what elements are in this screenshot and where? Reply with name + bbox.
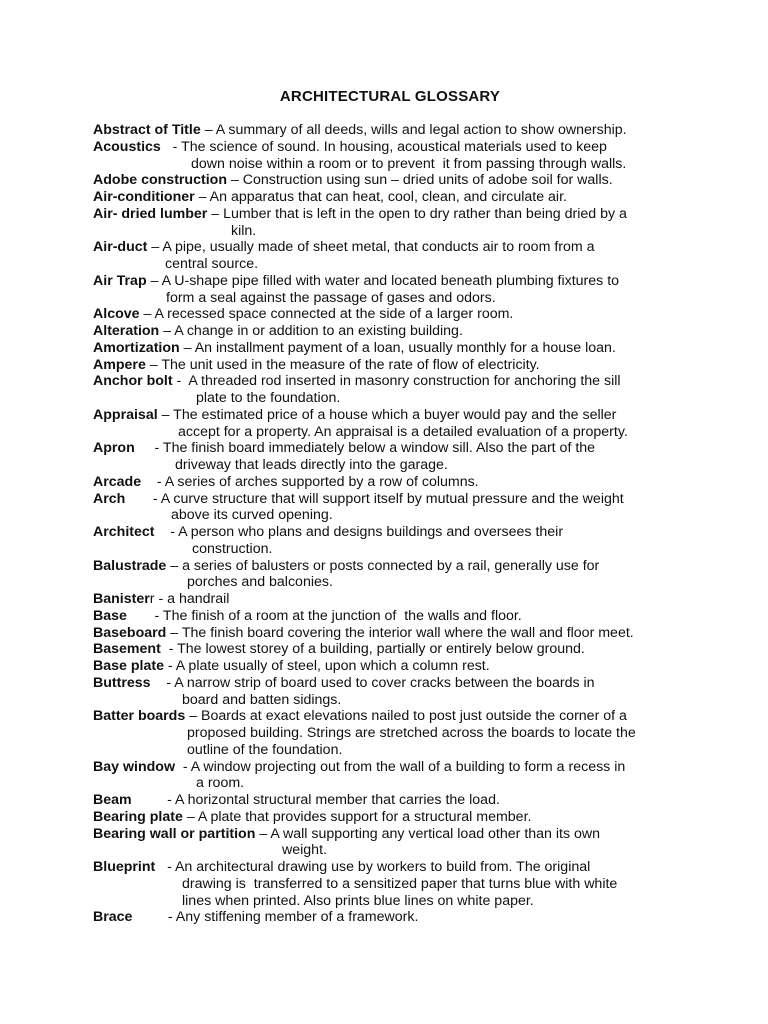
glossary-definition: – The unit used in the measure of the rate of flow of electricity. (145, 356, 540, 373)
glossary-term: Alteration (93, 323, 160, 339)
glossary-term: Bearing plate (93, 808, 183, 825)
glossary-definition: r - a handrail (149, 591, 230, 607)
glossary-entry (93, 809, 693, 826)
glossary-definition: – An apparatus that can heat, cool, clean, and circulate air. (194, 189, 567, 205)
glossary-term: Alcove (93, 306, 140, 323)
entry-first-line (93, 641, 693, 658)
entry-continuation-line: kiln. (231, 222, 257, 239)
glossary-term: Baseboard (93, 624, 167, 641)
glossary-entry (93, 826, 693, 860)
entry-continuation-line: board and batten sidings. (182, 691, 342, 708)
glossary-entry (93, 139, 693, 173)
glossary-term: Abstract of Title (93, 122, 201, 138)
glossary-term: Air Trap (93, 272, 147, 289)
glossary-definition: – A plate that provides support for a structural member. (182, 808, 532, 825)
glossary-entry (93, 792, 693, 809)
glossary-definition: - A plate usually of steel, upon which a column rest. (163, 658, 490, 674)
entry-first-line (93, 474, 693, 491)
entry-first-line (93, 172, 693, 189)
glossary-definition: - The science of sound. In housing, acoustical materials used to keep (160, 138, 607, 155)
glossary-entry (93, 206, 693, 240)
entry-first-line (93, 122, 693, 139)
glossary-term: Adobe construction (93, 172, 227, 189)
entry-first-line (93, 206, 693, 223)
page-title: ARCHITECTURAL GLOSSARY (279, 88, 501, 105)
glossary-entry (93, 357, 693, 374)
glossary-definition: - Any stiffening member of a framework. (132, 909, 419, 926)
glossary-entry (93, 373, 693, 407)
entry-first-line (93, 524, 693, 541)
entry-first-line (93, 357, 693, 374)
glossary-entry (93, 239, 693, 273)
glossary-term: Bay window (93, 758, 175, 775)
glossary-definition: - A threaded rod inserted in masonry construction for anchoring the sill (172, 373, 621, 390)
glossary-entry (93, 122, 693, 139)
glossary-term: Arcade (93, 473, 142, 490)
entry-first-line (93, 189, 693, 206)
glossary-term: Balustrade (93, 557, 167, 574)
entry-first-line (93, 323, 693, 340)
glossary-definition: - The lowest storey of a building, partially or entirely below ground. (160, 641, 585, 658)
entry-first-line (93, 306, 693, 323)
entry-continuation-line: construction. (192, 540, 273, 557)
entry-first-line (93, 859, 693, 876)
entry-continuation-line: above its curved opening. (171, 507, 333, 524)
glossary-definition: – A summary of all deeds, wills and legal action to show ownership. (200, 122, 627, 138)
glossary-definition: – Boards at exact elevations nailed to post just outside the corner of a (185, 708, 627, 725)
glossary-entry (93, 558, 693, 592)
glossary-entry (93, 759, 693, 793)
entry-continuation-line: outline of the foundation. (187, 741, 343, 758)
glossary-entry (93, 172, 693, 189)
entry-first-line (93, 909, 693, 926)
glossary-entry (93, 641, 693, 658)
glossary-definition: - The finish board immediately below a window sill. Also the part of the (134, 440, 596, 457)
glossary-definition: – A U-shape pipe filled with water and located beneath plumbing fixtures to (146, 272, 620, 289)
glossary-term: Air- dried lumber (93, 205, 208, 222)
entry-first-line (93, 139, 693, 156)
glossary-definition: – Construction using sun – dried units of adobe soil for walls. (227, 172, 613, 189)
entry-first-line (93, 273, 693, 290)
glossary-term: Acoustics (93, 138, 161, 155)
glossary-entry (93, 658, 693, 675)
entry-first-line (93, 373, 693, 390)
glossary-entry (93, 625, 693, 642)
glossary-term: Amortization (93, 339, 180, 356)
glossary-definition: - A narrow strip of board used to cover cracks between the boards in (150, 674, 595, 691)
glossary-definition: – A change in or addition to an existing building. (159, 323, 463, 339)
entry-continuation-line: plate to the foundation. (196, 390, 341, 406)
glossary-term: Bearing wall or partition (93, 825, 256, 842)
glossary-entry (93, 189, 693, 206)
glossary-definition: - An architectural drawing use by workers to build from. The original (155, 859, 591, 875)
glossary-definition: – The estimated price of a house which a buyer would pay and the seller (157, 406, 617, 423)
entry-first-line (93, 491, 693, 508)
entry-continuation-line: proposed building. Strings are stretched across the boards to locate the (187, 725, 636, 741)
glossary-term: Brace (93, 909, 133, 926)
glossary-term: Architect (93, 524, 155, 540)
glossary-entry (93, 491, 693, 525)
entry-first-line (93, 608, 693, 625)
glossary-term: Apron (93, 440, 135, 457)
glossary-entry (93, 306, 693, 323)
glossary-term: Batter boards (93, 708, 186, 725)
glossary-definition: – The finish board covering the interior wall where the wall and floor meet. (166, 624, 634, 641)
glossary-definition: – A wall supporting any vertical load other than its own (255, 825, 601, 842)
entry-continuation-line: driveway that leads directly into the garage. (175, 457, 448, 473)
glossary-term: Arch (93, 490, 126, 507)
glossary-term: Anchor bolt (93, 373, 173, 390)
glossary-entry (93, 440, 693, 474)
glossary-definition: – A recessed space connected at the side of a larger room. (139, 306, 514, 323)
entry-first-line (93, 675, 693, 692)
glossary-term: Basement (93, 641, 161, 658)
entry-continuation-line: porches and balconies. (187, 574, 333, 591)
entry-first-line (93, 591, 693, 608)
glossary-term: Air-conditioner (93, 189, 195, 205)
glossary-entry (93, 591, 693, 608)
glossary-entry (93, 675, 693, 709)
entry-continuation-line: down noise within a room or to prevent it from passing through walls. (191, 155, 627, 172)
glossary-entry (93, 708, 693, 758)
entry-first-line (93, 658, 693, 675)
glossary-definition: - A series of arches supported by a row of columns. (141, 473, 479, 490)
glossary-entry (93, 474, 693, 491)
glossary-term: Base plate (93, 658, 164, 674)
glossary-entry (93, 859, 693, 909)
glossary-definition: - A person who plans and designs buildings and oversees their (154, 524, 564, 540)
glossary-term: Appraisal (93, 406, 158, 423)
glossary-entry (93, 909, 693, 926)
glossary-entry (93, 608, 693, 625)
glossary-definition: - A curve structure that will support itself by mutual pressure and the weight (125, 490, 624, 507)
entry-first-line (93, 407, 693, 424)
entry-first-line (93, 759, 693, 776)
entry-continuation-line: accept for a property. An appraisal is a detailed evaluation of a property. (178, 423, 628, 440)
glossary-definition: – Lumber that is left in the open to dry rather than being dried by a (207, 205, 627, 222)
entry-first-line (93, 340, 693, 357)
entry-continuation-line: a room. (196, 775, 245, 792)
entry-continuation-line: form a seal against the passage of gases and odors. (166, 289, 496, 306)
entry-first-line (93, 558, 693, 575)
entry-first-line (93, 792, 693, 809)
glossary-term: Beam (93, 792, 132, 808)
glossary-definition: - A window projecting out from the wall of a building to form a recess in (174, 758, 626, 775)
glossary-term: Ampere (93, 356, 146, 373)
glossary-definition: – A pipe, usually made of sheet metal, that conducts air to room from a (147, 239, 595, 256)
glossary-definition: – An installment payment of a loan, usually monthly for a house loan. (179, 339, 616, 356)
entry-first-line (93, 625, 693, 642)
glossary-entry (93, 323, 693, 340)
glossary-list (93, 122, 693, 926)
entry-continuation-line: drawing is transferred to a sensitized paper that turns blue with white (182, 875, 618, 892)
entry-continuation-line: weight. (282, 842, 327, 859)
entry-continuation-line: central source. (165, 256, 259, 272)
glossary-term: Buttress (93, 674, 151, 691)
entry-first-line (93, 440, 693, 457)
glossary-definition: - The finish of a room at the junction of the walls and floor. (126, 607, 522, 624)
glossary-entry (93, 524, 693, 558)
glossary-term: Banister (93, 591, 150, 607)
entry-first-line (93, 809, 693, 826)
glossary-entry (93, 407, 693, 441)
glossary-term: Base (93, 607, 127, 624)
entry-first-line (93, 708, 693, 725)
glossary-term: Blueprint (93, 859, 156, 875)
glossary-definition: - A horizontal structural member that carries the load. (131, 792, 500, 808)
glossary-term: Air-duct (93, 239, 148, 256)
glossary-entry (93, 273, 693, 307)
glossary-entry (93, 340, 693, 357)
entry-first-line (93, 826, 693, 843)
glossary-definition: – a series of balusters or posts connected by a rail, generally use for (166, 557, 600, 574)
entry-continuation-line: lines when printed. Also prints blue lines on white paper. (182, 892, 534, 909)
entry-first-line (93, 239, 693, 256)
